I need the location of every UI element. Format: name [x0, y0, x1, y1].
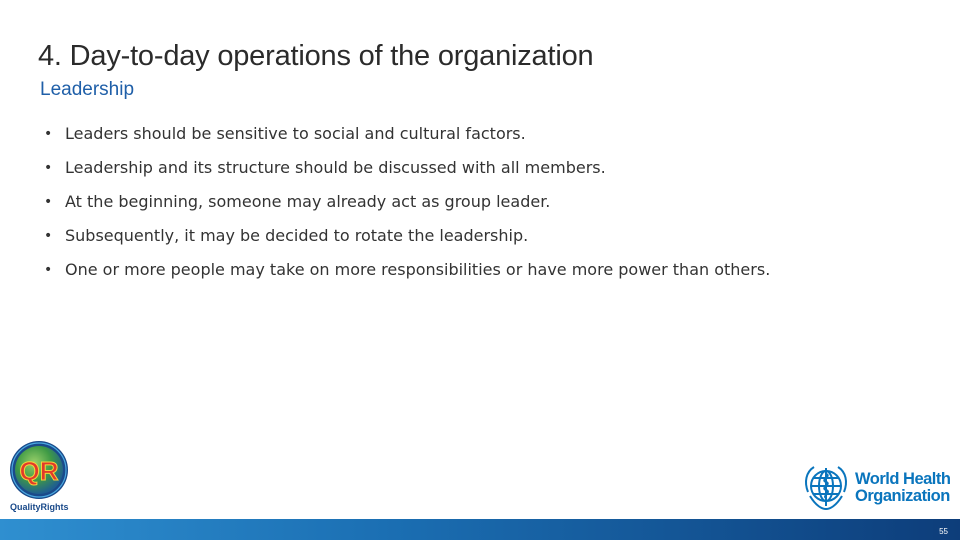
bullet-item	[44, 122, 770, 156]
bullet-item	[44, 258, 770, 292]
slide-subtitle: Leadership	[40, 79, 135, 100]
bullet-glyph: •	[44, 126, 53, 142]
bullet-item	[44, 156, 770, 190]
bullet-list	[44, 122, 770, 292]
quality-rights-emblem: QR	[19, 456, 59, 486]
bullet-glyph: •	[44, 194, 53, 210]
bullet-text: At the beginning, someone may already act as group leader.	[65, 192, 551, 211]
slide-title: 4. Day-to-day operations of the organization	[38, 40, 594, 72]
page-number: 55	[939, 527, 948, 536]
who-line-2: Organization	[855, 487, 950, 505]
bullet-glyph: •	[44, 160, 53, 176]
bullet-text: Subsequently, it may be decided to rotate the leadership.	[65, 226, 529, 245]
bullet-text: Leaders should be sensitive to social and cultural factors.	[65, 124, 526, 143]
bullet-text: Leadership and its structure should be discussed with all members.	[65, 158, 606, 177]
who-line-1: World Health	[855, 470, 951, 488]
footer-bar	[0, 519, 960, 540]
who-emblem-icon	[800, 462, 852, 516]
bullet-text: One or more people may take on more responsibilities or have more power than others.	[65, 260, 771, 279]
bullet-glyph: •	[44, 228, 53, 244]
bullet-item	[44, 190, 770, 224]
bullet-item	[44, 224, 770, 258]
who-wordmark	[855, 471, 950, 505]
bullet-glyph: •	[44, 262, 53, 278]
quality-rights-caption: QualityRights	[10, 502, 69, 512]
